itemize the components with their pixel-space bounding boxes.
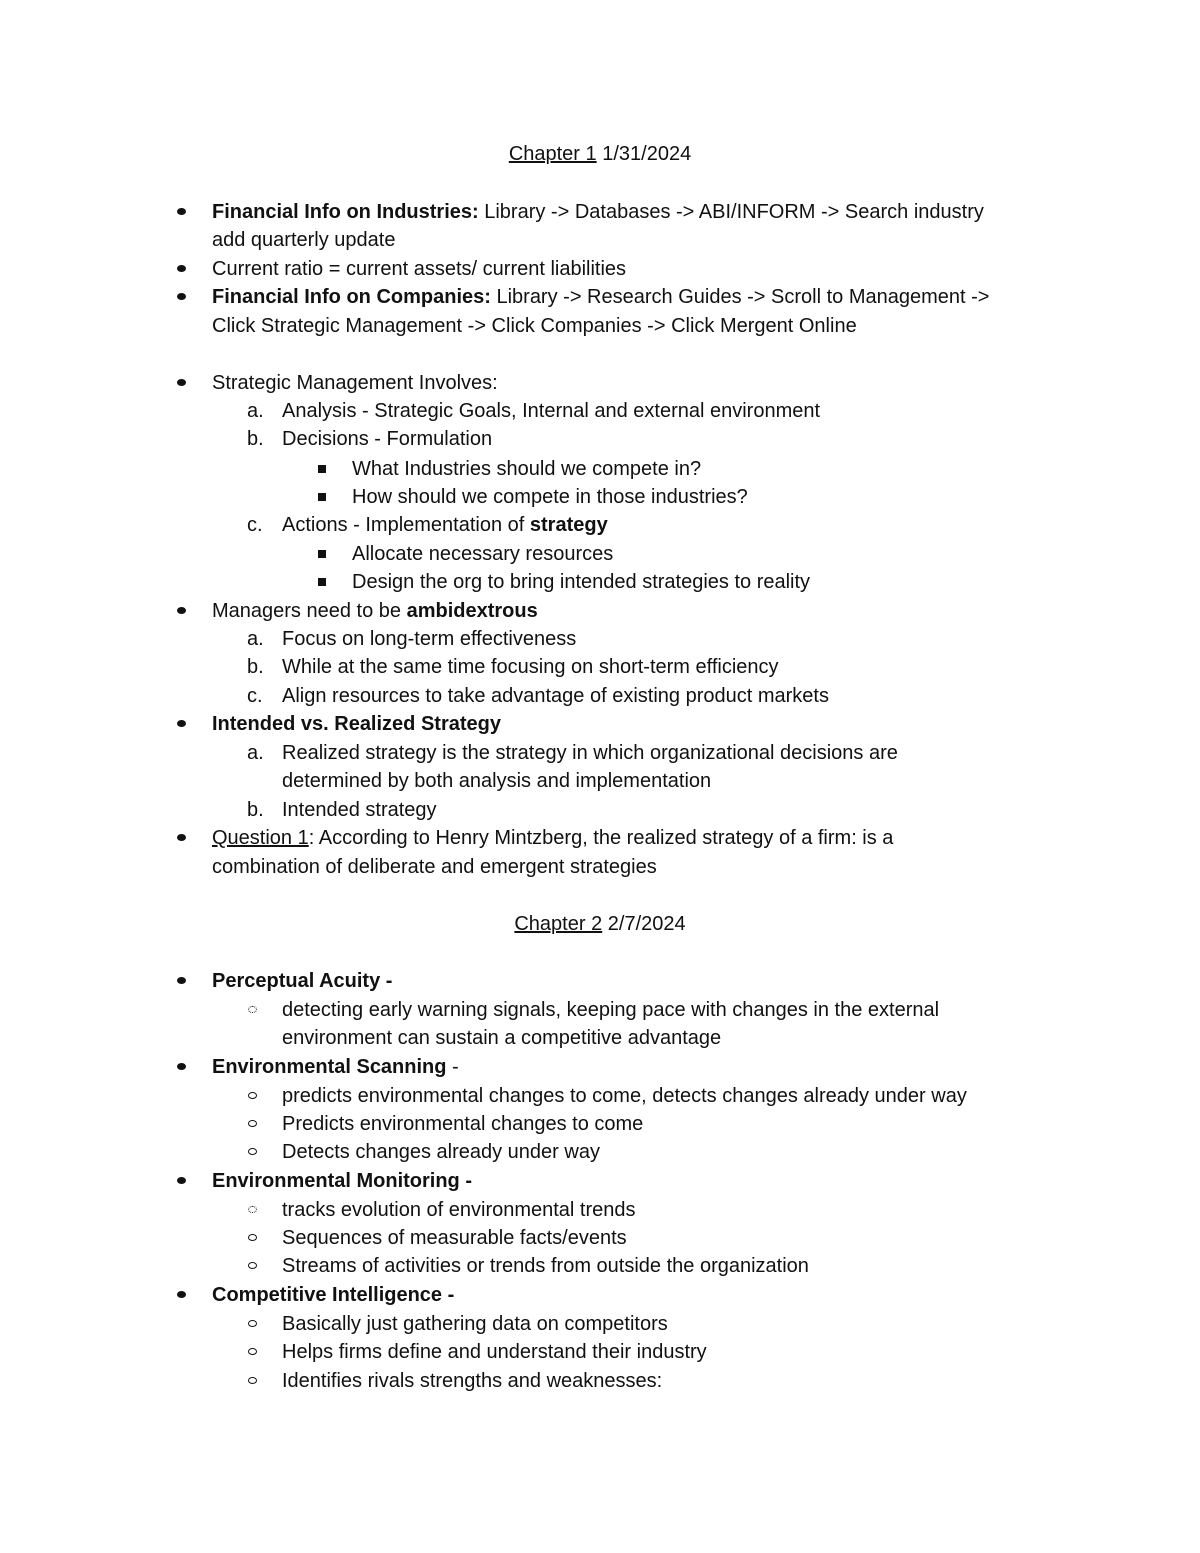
sub-item: predicts environmental changes to come, detects changes already under way bbox=[282, 1085, 967, 1107]
sub-item: While at the same time focusing on short-term efficiency bbox=[282, 656, 779, 678]
list-item-current-ratio: Current ratio = current assets/ current liabilities bbox=[212, 258, 627, 280]
hollow-bullet-icon bbox=[248, 1377, 257, 1384]
question-1-link[interactable]: Question 1 bbox=[212, 827, 309, 849]
hollow-bullet-icon bbox=[248, 1262, 257, 1269]
sub-item: Helps firms define and understand their industry bbox=[282, 1341, 707, 1363]
sub-item: Predicts environmental changes to come bbox=[282, 1113, 644, 1135]
hollow-bullet-icon bbox=[248, 1120, 257, 1127]
sub-item: Streams of activities or trends from outside the organization bbox=[282, 1255, 809, 1277]
sub-item: Focus on long-term effectiveness bbox=[282, 628, 577, 650]
list-item-financial-industries: Financial Info on Industries: Library -> Databases -> ABI/INFORM -> Search industry bbox=[212, 201, 984, 223]
sub-sub-item: What Industries should we compete in? bbox=[352, 458, 702, 480]
chapter-1-date: 1/31/2024 bbox=[596, 143, 692, 165]
bullet-icon bbox=[177, 208, 186, 215]
chapter-1-heading bbox=[0, 140, 1200, 168]
sub-sub-item: Allocate necessary resources bbox=[352, 543, 614, 565]
hollow-bullet-icon bbox=[248, 1206, 257, 1213]
list-marker: a. bbox=[247, 628, 264, 650]
list-item-financial-companies: Financial Info on Companies: Library -> Research Guides -> Scroll to Management -> bbox=[212, 286, 990, 308]
list-item-managers: Managers need to be ambidextrous bbox=[212, 600, 538, 622]
sub-sub-item: How should we compete in those industries? bbox=[352, 486, 748, 508]
list-item-environmental-monitoring: Environmental Monitoring - bbox=[212, 1170, 472, 1192]
sub-item-analysis: Analysis - Strategic Goals, Internal and external environment bbox=[282, 400, 821, 422]
sub-item: Identifies rivals strengths and weaknesses: bbox=[282, 1370, 663, 1392]
chapter-2-heading bbox=[0, 910, 1200, 938]
bullet-icon bbox=[177, 607, 186, 614]
list-item-environmental-scanning: Environmental Scanning - bbox=[212, 1056, 459, 1078]
sub-item: Realized strategy is the strategy in which organizational decisions are bbox=[282, 742, 898, 764]
sub-sub-item: Design the org to bring intended strategies to reality bbox=[352, 571, 811, 593]
sub-item: Basically just gathering data on competitors bbox=[282, 1313, 668, 1335]
list-item-perceptual-acuity: Perceptual Acuity - bbox=[212, 970, 393, 992]
hollow-bullet-icon bbox=[248, 1092, 257, 1099]
sub-item: Sequences of measurable facts/events bbox=[282, 1227, 627, 1249]
sub-item-actions: Actions - Implementation of strategy bbox=[282, 514, 608, 536]
sub-item: Detects changes already under way bbox=[282, 1141, 600, 1163]
bullet-icon bbox=[177, 379, 186, 386]
list-item-question-1-cont: combination of deliberate and emergent strategies bbox=[212, 856, 657, 878]
square-bullet-icon bbox=[318, 578, 326, 586]
square-bullet-icon bbox=[318, 493, 326, 501]
square-bullet-icon bbox=[318, 465, 326, 473]
list-item-question-1: Question 1: According to Henry Mintzberg, the realized strategy of a firm: is a bbox=[212, 827, 894, 849]
bullet-icon bbox=[177, 720, 186, 727]
chapter-2-date: 2/7/2024 bbox=[602, 913, 686, 935]
list-marker: b. bbox=[247, 656, 264, 678]
chapter-2-link[interactable]: Chapter 2 bbox=[514, 913, 603, 935]
sub-item-cont: environment can sustain a competitive advantage bbox=[282, 1027, 722, 1049]
bullet-icon bbox=[177, 293, 186, 300]
sub-item-decisions: Decisions - Formulation bbox=[282, 428, 493, 450]
square-bullet-icon bbox=[318, 550, 326, 558]
bullet-icon bbox=[177, 1291, 186, 1298]
bullet-icon bbox=[177, 1177, 186, 1184]
list-marker: a. bbox=[247, 742, 264, 764]
bullet-icon bbox=[177, 977, 186, 984]
list-marker: b. bbox=[247, 428, 264, 450]
list-item-intended-vs-realized: Intended vs. Realized Strategy bbox=[212, 713, 501, 735]
bullet-icon bbox=[177, 265, 186, 272]
sub-item: Intended strategy bbox=[282, 799, 437, 821]
hollow-bullet-icon bbox=[248, 1348, 257, 1355]
list-item-strategic-management: Strategic Management Involves: bbox=[212, 372, 498, 394]
bullet-icon bbox=[177, 1063, 186, 1070]
sub-item-cont: determined by both analysis and implementation bbox=[282, 770, 712, 792]
list-item-financial-companies-cont: Click Strategic Management -> Click Companies -> Click Mergent Online bbox=[212, 315, 857, 337]
chapter-1-link[interactable]: Chapter 1 bbox=[508, 143, 597, 165]
bullet-icon bbox=[177, 834, 186, 841]
list-marker: a. bbox=[247, 400, 264, 422]
hollow-bullet-icon bbox=[248, 1148, 257, 1155]
sub-item: Align resources to take advantage of existing product markets bbox=[282, 685, 829, 707]
hollow-bullet-icon bbox=[248, 1006, 257, 1013]
list-item-competitive-intelligence: Competitive Intelligence - bbox=[212, 1284, 455, 1306]
sub-item: tracks evolution of environmental trends bbox=[282, 1199, 636, 1221]
list-marker: c. bbox=[247, 514, 263, 536]
hollow-bullet-icon bbox=[248, 1234, 257, 1241]
list-marker: b. bbox=[247, 799, 264, 821]
sub-item: detecting early warning signals, keeping pace with changes in the external bbox=[282, 999, 940, 1021]
list-item-financial-industries-cont: add quarterly update bbox=[212, 229, 396, 251]
list-marker: c. bbox=[247, 685, 263, 707]
hollow-bullet-icon bbox=[248, 1320, 257, 1327]
